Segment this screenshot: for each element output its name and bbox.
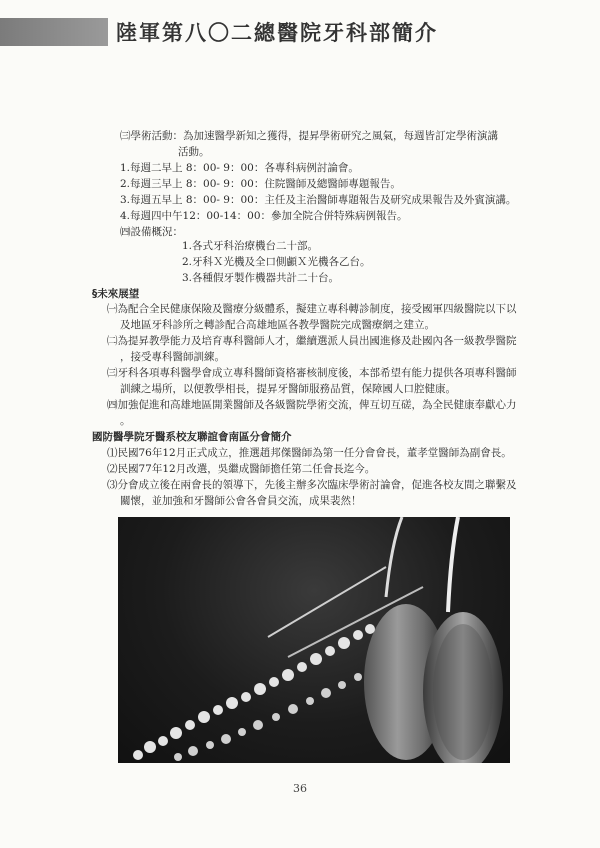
future-line: ㈠為配合全民健康保險及醫療分級體系，擬建立專科轉診制度，接受國軍四級醫院以下以 xyxy=(107,303,517,315)
dental-instrument-photo xyxy=(118,517,510,763)
future-line: ，接受專科醫師訓練。 xyxy=(120,351,225,363)
page-title: 陸軍第八〇二總醫院牙科部簡介 xyxy=(116,21,438,45)
equipment-item: 1.各式牙科治療機台二十部。 xyxy=(182,240,319,252)
equipment-item: 2.牙科Ｘ光機及全口側顱Ｘ光機各乙台。 xyxy=(182,256,371,268)
academic-item: 2.每週三早上 8：00- 9：00：住院醫師及總醫師專題報告。 xyxy=(120,178,401,190)
academic-item: 1.每週二早上 8：00- 9：00：各專科病例討論會。 xyxy=(120,162,359,174)
title-bar-decoration xyxy=(0,18,108,46)
alumni-line: ⑶分會成立後在兩會長的領導下，先後主辦多次臨床學術討論會，促進各校友間之聯繫及 xyxy=(107,479,517,491)
future-line: 及地區牙科診所之轉診配合高雄地區各教學醫院完成醫療網之建立。 xyxy=(120,319,435,331)
academic-heading: ㈢學術活動：為加速醫學新知之獲得，提昇學術研究之風氣，每週皆訂定學術演講 xyxy=(120,130,498,142)
alumni-line: ⑵民國77年12月改選，吳繼成醫師擔任第二任會長迄今。 xyxy=(107,463,376,475)
equipment-heading: ㈣設備概況： xyxy=(120,226,183,238)
academic-item: 4.每週四中午12：00-14：00：參加全院合併特殊病例報告。 xyxy=(120,210,408,222)
academic-item: 3.每週五早上 8：00- 9：00：主任及主治醫師專題報告及研究成果報告及外賓演講。 xyxy=(120,194,517,206)
photo-illustration xyxy=(118,517,510,763)
alumni-heading: 國防醫學院牙醫系校友聯誼會南區分會簡介 xyxy=(92,431,292,443)
page-number: 36 xyxy=(293,782,307,795)
future-heading: §未來展望 xyxy=(92,288,140,300)
future-line: ㈣加強促進和高雄地區開業醫師及各級醫院學術交流，俾互切互磋，為全民健康奉獻心力 xyxy=(107,399,517,411)
future-line: 。 xyxy=(120,415,131,427)
alumni-line: ⑴民國76年12月正式成立，推選趙邦傑醫師為第一任分會會長，董孝堂醫師為副會長。 xyxy=(107,447,512,459)
future-line: 訓練之場所，以便教學相長，提昇牙醫師服務品質，保障國人口腔健康。 xyxy=(120,383,456,395)
future-line: ㈢牙科各項專科醫學會成立專科醫師資格審核制度後，本部希望有能力提供各項專科醫師 xyxy=(107,367,517,379)
academic-heading-cont: 活動。 xyxy=(178,146,210,158)
equipment-item: 3.各種假牙製作機器共計二十台。 xyxy=(182,272,340,284)
future-line: ㈡為提昇教學能力及培育專科醫師人才，繼續選派人員出國進修及赴國內各一級教學醫院 xyxy=(107,335,517,347)
alumni-line: 關懷，並加強和牙醫師公會各會員交流，成果裴然！ xyxy=(120,495,362,507)
